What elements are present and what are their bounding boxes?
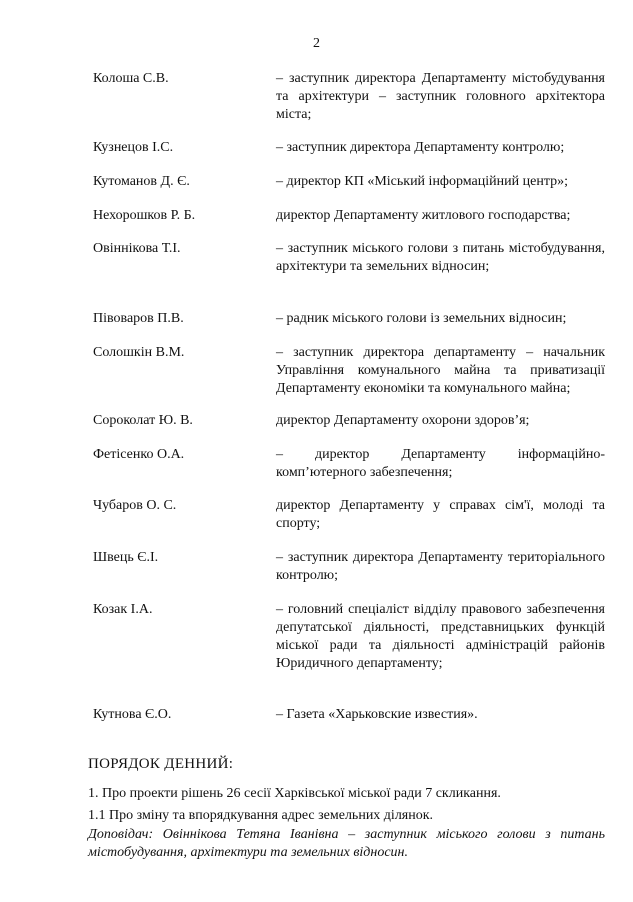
attendee-name: Овіннікова Т.І.	[93, 241, 181, 256]
attendee-role: – заступник директора департаменту – начальник Управління комунального майна та приватизації Департаменту економіки та комунального майна;	[276, 345, 605, 396]
attendee-role: – головний спеціаліст відділу правового забезпечення депутатської діяльності, представницьких функцій міської ради та діяльності адміністрацій районів Юридичного департаменту;	[276, 602, 605, 671]
attendee-role: – директор Департаменту інформаційно-комп’ютерного забезпечення;	[276, 447, 605, 480]
attendee-name: Кутоманов Д. Є.	[93, 174, 190, 189]
attendee-role: – директор КП «Міський інформаційний центр»;	[276, 174, 568, 189]
attendee-role: – заступник міського голови з питань містобудування, архітектури та земельних відносин;	[276, 241, 605, 274]
attendee-name: Півоваров П.В.	[93, 311, 184, 326]
attendee-role: – заступник директора Департаменту контролю;	[276, 140, 565, 155]
attendee-name: Кутнова Є.О.	[93, 707, 172, 722]
attendee-name: Солошкін В.М.	[93, 345, 185, 360]
attendee-role: – Газета «Харьковские известия».	[276, 707, 478, 722]
attendee-role: директор Департаменту охорони здоров’я;	[276, 413, 530, 428]
attendee-name: Козак І.А.	[93, 602, 153, 617]
attendee-name: Фетісенко О.А.	[93, 447, 185, 462]
attendee-name: Швець Є.І.	[93, 550, 159, 565]
attendee-name: Колоша С.В.	[93, 71, 169, 86]
attendee-role: директор Департаменту житлового господарства;	[276, 208, 571, 223]
page-number: 2	[313, 36, 320, 51]
attendee-role: директор Департаменту у справах сім'ї, молоді та спорту;	[276, 498, 605, 531]
agenda-item: 1. Про проекти рішень 26 сесії Харківської міської ради 7 скликання.	[88, 786, 501, 801]
attendee-role: – заступник директора Департаменту територіального контролю;	[276, 550, 605, 583]
attendee-name: Нехорошков Р. Б.	[93, 208, 196, 223]
attendee-name: Чубаров О. С.	[93, 498, 177, 513]
attendee-name: Кузнецов І.С.	[93, 140, 174, 155]
attendee-role: – заступник директора Департаменту містобудування та архітектури – заступник головного архітектора міста;	[276, 71, 605, 122]
agenda-title: ПОРЯДОК ДЕННИЙ:	[88, 756, 234, 772]
agenda-speaker: Доповідач: Овіннікова Тетяна Іванівна – заступник міського голови з питань містобудування, архітектури та земельних відносин.	[88, 827, 605, 860]
agenda-subitem: 1.1 Про зміну та впорядкування адрес земельних ділянок.	[88, 808, 434, 823]
attendee-role: – радник міського голови із земельних відносин;	[276, 311, 567, 326]
attendee-name: Сороколат Ю. В.	[93, 413, 193, 428]
